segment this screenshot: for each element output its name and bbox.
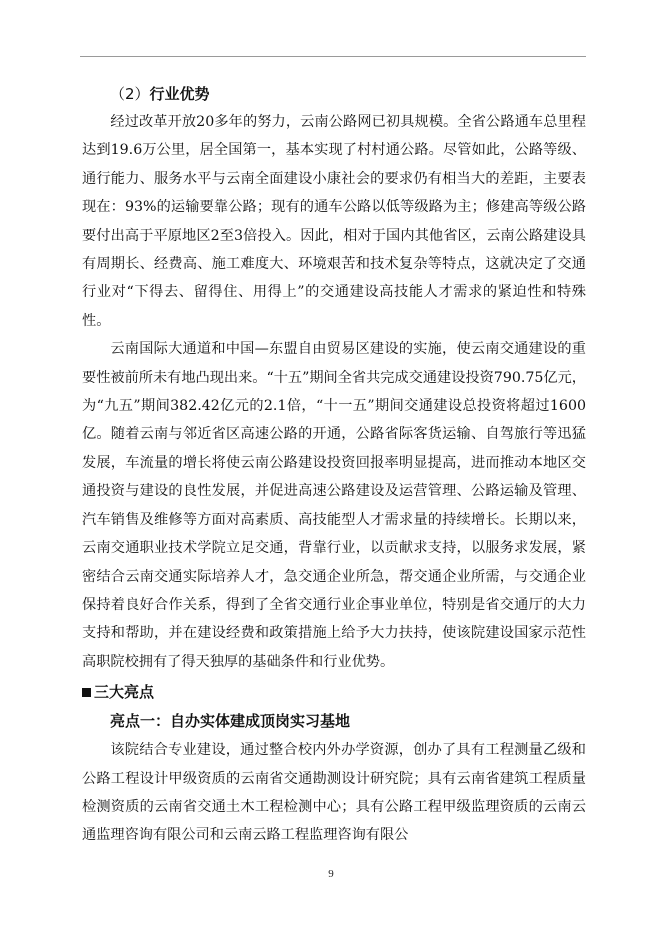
subheading-industry-advantage (82, 80, 586, 108)
highlight-one-heading: 亮点一：自办实体建成顶岗实习基地 (110, 712, 351, 731)
paragraph-highlight-one: 该院结合专业建设，通过整合校内外办学资源，创办了具有工程测量乙级和公路工程设计甲级资质的云南省交通勘测设计研究院；具有云南省建筑工程质量检测资质的云南省交通土木工程检测中心；具有公路工程甲级监理资质的云南云通监理咨询有限公司和云南云路工程监理咨询有限公 (82, 742, 586, 844)
subheading-number: （2） (110, 85, 150, 103)
paragraph-international-corridor: 云南国际大通道和中国—东盟自由贸易区建设的实施，使云南交通建设的重要性被前所未有地凸现出来。“十五”期间全省共完成交通建设投资790.75亿元，为“九五”期间382.42亿元的2.1倍，“十一五”期间交通建设总投资将超过1600亿。随着云南与邻近省区高速公路的开通，公路省际客货运输、自驾旅行等迅猛发展，车流量的增长将使云南公路建设投资回报率明显提高，进而推动本地区交通投资与建设的良性发展，并促进高速公路建设及运营管理、公路运输及管理、汽车销售及维修等方面对高素质、高技能型人才需求量的持续增长。长期以来，云南交通职业技术学院立足交通，背靠行业，以贡献求支持，以服务求发展，紧密结合云南交通实际培养人才，急交通企业所急，帮交通企业所需，与交通企业保持着良好合作关系，得到了全省交通行业企事业单位，特别是省交通厅的大力支持和帮助，并在建设经费和政策措施上给予大力扶持，使该院建设国家示范性高职院校拥有了得天独厚的基础条件和行业优势。 (82, 341, 586, 670)
subheading-title: 行业优势 (149, 85, 210, 103)
section-title: 三大亮点 (94, 683, 155, 702)
page-body (82, 78, 586, 850)
header-rule (80, 56, 586, 57)
black-square-icon (82, 688, 91, 697)
paragraph-road-network: 经过改革开放20多年的努力，云南公路网已初具规模。全省公路通车总里程达到19.6万公里，居全国第一，基本实现了村村通公路。尽管如此，公路等级、通行能力、服务水平与云南全面建设小康社会的要求仍有相当大的差距，主要表现在：93%的运输要靠公路；现有的通车公路以低等级路为主；修建高等级公路要付出高于平原地区2至3倍投入。因此，相对于国内其他省区，云南公路建设具有周期长、经费高、施工难度大、环境艰苦和技术复杂等特点，这就决定了交通行业对“下得去、留得住、用得上”的交通建设高技能人才需求的紧迫性和特殊性。 (82, 114, 586, 329)
page-number: 9 (328, 868, 334, 880)
section-heading (82, 678, 586, 706)
